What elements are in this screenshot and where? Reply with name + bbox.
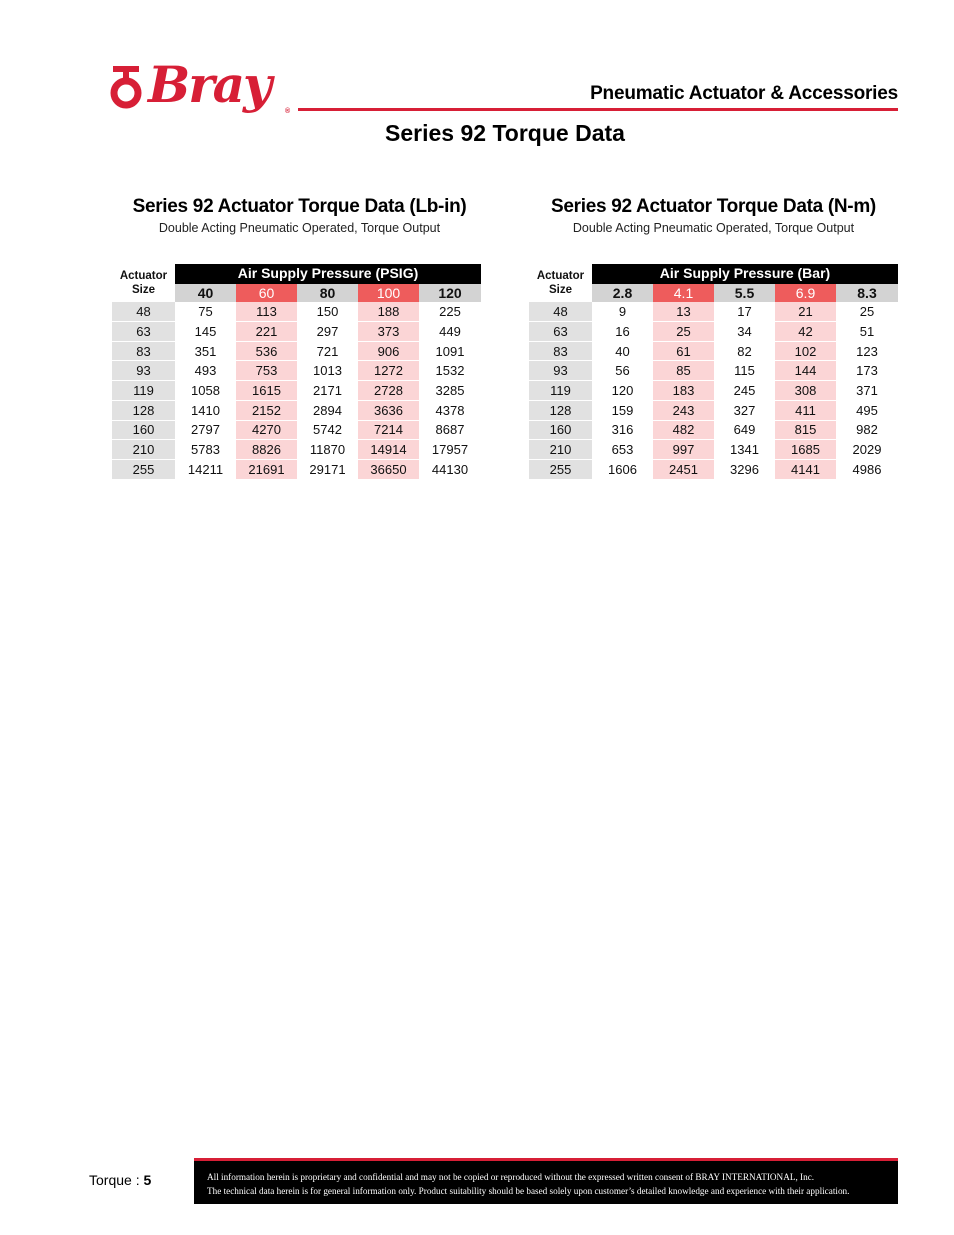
torque-value-cell: 1013 — [297, 361, 358, 381]
table-row — [529, 361, 898, 381]
pressure-header: Air Supply Pressure (Bar) — [592, 264, 898, 283]
table-row — [112, 400, 481, 420]
torque-value-cell: 482 — [653, 420, 714, 440]
torque-value-cell: 243 — [653, 400, 714, 420]
torque-value-cell: 14211 — [175, 459, 236, 479]
footer-bar — [194, 1158, 898, 1204]
torque-value-cell: 411 — [775, 400, 836, 420]
actuator-size-cell: 160 — [529, 420, 592, 440]
registered-mark: ® — [285, 108, 291, 115]
torque-value-cell: 2152 — [236, 400, 297, 420]
torque-value-cell: 3285 — [419, 381, 481, 401]
torque-value-cell: 36650 — [358, 459, 419, 479]
torque-value-cell: 1606 — [592, 459, 653, 479]
torque-value-cell: 3636 — [358, 400, 419, 420]
header-title: Pneumatic Actuator & Accessories — [590, 83, 898, 104]
torque-value-cell: 1091 — [419, 341, 481, 361]
actuator-size-cell: 93 — [529, 361, 592, 381]
actuator-size-cell: 210 — [529, 440, 592, 460]
torque-value-cell: 245 — [714, 381, 775, 401]
actuator-size-cell: 255 — [529, 459, 592, 479]
actuator-size-cell: 63 — [112, 322, 175, 342]
torque-value-cell: 34 — [714, 322, 775, 342]
pressure-header: Air Supply Pressure (PSIG) — [175, 264, 481, 283]
torque-value-cell: 9 — [592, 302, 653, 321]
table-row — [529, 400, 898, 420]
torque-value-cell: 721 — [297, 341, 358, 361]
size-header — [112, 264, 175, 302]
torque-value-cell: 2029 — [836, 440, 898, 460]
torque-value-cell: 25 — [836, 302, 898, 321]
torque-value-cell: 7214 — [358, 420, 419, 440]
torque-value-cell: 44130 — [419, 459, 481, 479]
torque-value-cell: 371 — [836, 381, 898, 401]
torque-value-cell: 815 — [775, 420, 836, 440]
torque-value-cell: 11870 — [297, 440, 358, 460]
actuator-size-cell: 119 — [112, 381, 175, 401]
torque-value-cell: 2894 — [297, 400, 358, 420]
actuator-size-cell: 63 — [529, 322, 592, 342]
torque-value-cell: 297 — [297, 322, 358, 342]
torque-value-cell: 51 — [836, 322, 898, 342]
torque-value-cell: 308 — [775, 381, 836, 401]
table-row — [529, 341, 898, 361]
torque-value-cell: 144 — [775, 361, 836, 381]
header-rule — [298, 108, 898, 111]
torque-value-cell: 649 — [714, 420, 775, 440]
brand-name: Bray — [148, 55, 271, 114]
torque-value-cell: 351 — [175, 341, 236, 361]
page-number-value: 5 — [143, 1172, 152, 1188]
actuator-size-cell: 210 — [112, 440, 175, 460]
torque-value-cell: 113 — [236, 302, 297, 321]
torque-value-cell: 5783 — [175, 440, 236, 460]
actuator-size-cell: 83 — [529, 341, 592, 361]
torque-value-cell: 2171 — [297, 381, 358, 401]
torque-value-cell: 102 — [775, 341, 836, 361]
torque-value-cell: 183 — [653, 381, 714, 401]
torque-value-cell: 493 — [175, 361, 236, 381]
actuator-size-cell: 83 — [112, 341, 175, 361]
torque-value-cell: 40 — [592, 341, 653, 361]
torque-table-body — [529, 264, 898, 479]
table-nm-subheading: Double Acting Pneumatic Operated, Torque Output — [572, 221, 855, 235]
torque-value-cell: 42 — [775, 322, 836, 342]
footer-text — [207, 1170, 849, 1198]
torque-table-body — [112, 264, 481, 479]
torque-value-cell: 75 — [175, 302, 236, 321]
torque-value-cell: 61 — [653, 341, 714, 361]
torque-value-cell: 85 — [653, 361, 714, 381]
torque-value-cell: 25 — [653, 322, 714, 342]
torque-value-cell: 150 — [297, 302, 358, 321]
page-title: Series 92 Torque Data — [385, 120, 625, 146]
torque-value-cell: 2451 — [653, 459, 714, 479]
torque-value-cell: 8687 — [419, 420, 481, 440]
actuator-size-cell: 93 — [112, 361, 175, 381]
torque-value-cell: 14914 — [358, 440, 419, 460]
pressure-column-header: 100 — [358, 283, 419, 302]
pressure-column-header: 8.3 — [836, 283, 898, 302]
table-row — [112, 322, 481, 342]
table-row — [529, 440, 898, 460]
torque-value-cell: 82 — [714, 341, 775, 361]
table-nm-heading: Series 92 Actuator Torque Data (N-m) — [551, 196, 876, 217]
bray-logo — [108, 55, 270, 115]
torque-value-cell: 1615 — [236, 381, 297, 401]
table-row — [529, 302, 898, 321]
pressure-column-header: 5.5 — [714, 283, 775, 302]
footer-line-2: The technical data herein is for general information only. Product suitability should be based solely upon customer’s detailed knowledge and experience with their application. — [207, 1186, 850, 1196]
torque-value-cell: 316 — [592, 420, 653, 440]
torque-value-cell: 17 — [714, 302, 775, 321]
actuator-size-cell: 128 — [112, 400, 175, 420]
torque-value-cell: 4270 — [236, 420, 297, 440]
torque-value-cell: 327 — [714, 400, 775, 420]
torque-value-cell: 2728 — [358, 381, 419, 401]
torque-value-cell: 753 — [236, 361, 297, 381]
torque-value-cell: 5742 — [297, 420, 358, 440]
torque-value-cell: 21691 — [236, 459, 297, 479]
torque-value-cell: 225 — [419, 302, 481, 321]
torque-value-cell: 16 — [592, 322, 653, 342]
table-lbin-heading: Series 92 Actuator Torque Data (Lb-in) — [132, 196, 467, 217]
pressure-column-header: 4.1 — [653, 283, 714, 302]
torque-value-cell: 56 — [592, 361, 653, 381]
torque-value-cell: 8826 — [236, 440, 297, 460]
table-row — [112, 302, 481, 321]
actuator-size-cell: 48 — [529, 302, 592, 321]
pressure-column-header: 120 — [419, 283, 481, 302]
torque-value-cell: 17957 — [419, 440, 481, 460]
torque-value-cell: 536 — [236, 341, 297, 361]
table-row — [112, 381, 481, 401]
table-row — [112, 341, 481, 361]
table-row — [529, 459, 898, 479]
table-row — [112, 361, 481, 381]
torque-table-lbin — [112, 264, 481, 480]
actuator-size-cell: 119 — [529, 381, 592, 401]
torque-value-cell: 123 — [836, 341, 898, 361]
torque-value-cell: 906 — [358, 341, 419, 361]
size-header — [529, 264, 592, 302]
torque-value-cell: 3296 — [714, 459, 775, 479]
torque-table-nm — [529, 264, 898, 480]
torque-value-cell: 982 — [836, 420, 898, 440]
torque-value-cell: 1410 — [175, 400, 236, 420]
torque-value-cell: 4141 — [775, 459, 836, 479]
torque-value-cell: 1685 — [775, 440, 836, 460]
actuator-size-cell: 255 — [112, 459, 175, 479]
header-row — [112, 264, 481, 283]
table-row — [112, 420, 481, 440]
table-row — [529, 420, 898, 440]
page-label: Torque : — [89, 1172, 144, 1188]
torque-value-cell: 653 — [592, 440, 653, 460]
torque-value-cell: 997 — [653, 440, 714, 460]
size-header-line1: Actuator — [119, 270, 168, 283]
size-header-line2: Size — [131, 284, 155, 297]
pressure-column-header: 2.8 — [592, 283, 653, 302]
pressure-column-header: 6.9 — [775, 283, 836, 302]
bray-logo-icon — [108, 60, 144, 110]
torque-value-cell: 145 — [175, 322, 236, 342]
torque-value-cell: 120 — [592, 381, 653, 401]
pressure-column-header: 40 — [175, 283, 236, 302]
torque-value-cell: 21 — [775, 302, 836, 321]
table-row — [529, 322, 898, 342]
header-row — [529, 264, 898, 283]
table-row — [112, 440, 481, 460]
torque-value-cell: 159 — [592, 400, 653, 420]
table-row — [529, 381, 898, 401]
pressure-column-header: 80 — [297, 283, 358, 302]
actuator-size-cell: 48 — [112, 302, 175, 321]
actuator-size-cell: 128 — [529, 400, 592, 420]
size-header-line1: Actuator — [536, 270, 585, 283]
torque-value-cell: 2797 — [175, 420, 236, 440]
torque-value-cell: 4378 — [419, 400, 481, 420]
torque-value-cell: 115 — [714, 361, 775, 381]
table-row — [112, 459, 481, 479]
torque-value-cell: 495 — [836, 400, 898, 420]
torque-value-cell: 1341 — [714, 440, 775, 460]
actuator-size-cell: 160 — [112, 420, 175, 440]
page-number — [89, 1172, 151, 1188]
table-lbin-subheading: Double Acting Pneumatic Operated, Torque Output — [158, 221, 441, 235]
torque-value-cell: 221 — [236, 322, 297, 342]
torque-value-cell: 373 — [358, 322, 419, 342]
torque-value-cell: 188 — [358, 302, 419, 321]
torque-value-cell: 29171 — [297, 459, 358, 479]
size-header-line2: Size — [548, 284, 572, 297]
torque-value-cell: 449 — [419, 322, 481, 342]
torque-value-cell: 4986 — [836, 459, 898, 479]
pressure-column-header: 60 — [236, 283, 297, 302]
footer-line-1: All information herein is proprietary and confidential and may not be copied or reproduced without the expressed written consent of BRAY INTERNATIONAL, Inc. — [207, 1172, 815, 1182]
torque-value-cell: 1532 — [419, 361, 481, 381]
torque-value-cell: 1058 — [175, 381, 236, 401]
torque-value-cell: 173 — [836, 361, 898, 381]
torque-value-cell: 1272 — [358, 361, 419, 381]
torque-value-cell: 13 — [653, 302, 714, 321]
